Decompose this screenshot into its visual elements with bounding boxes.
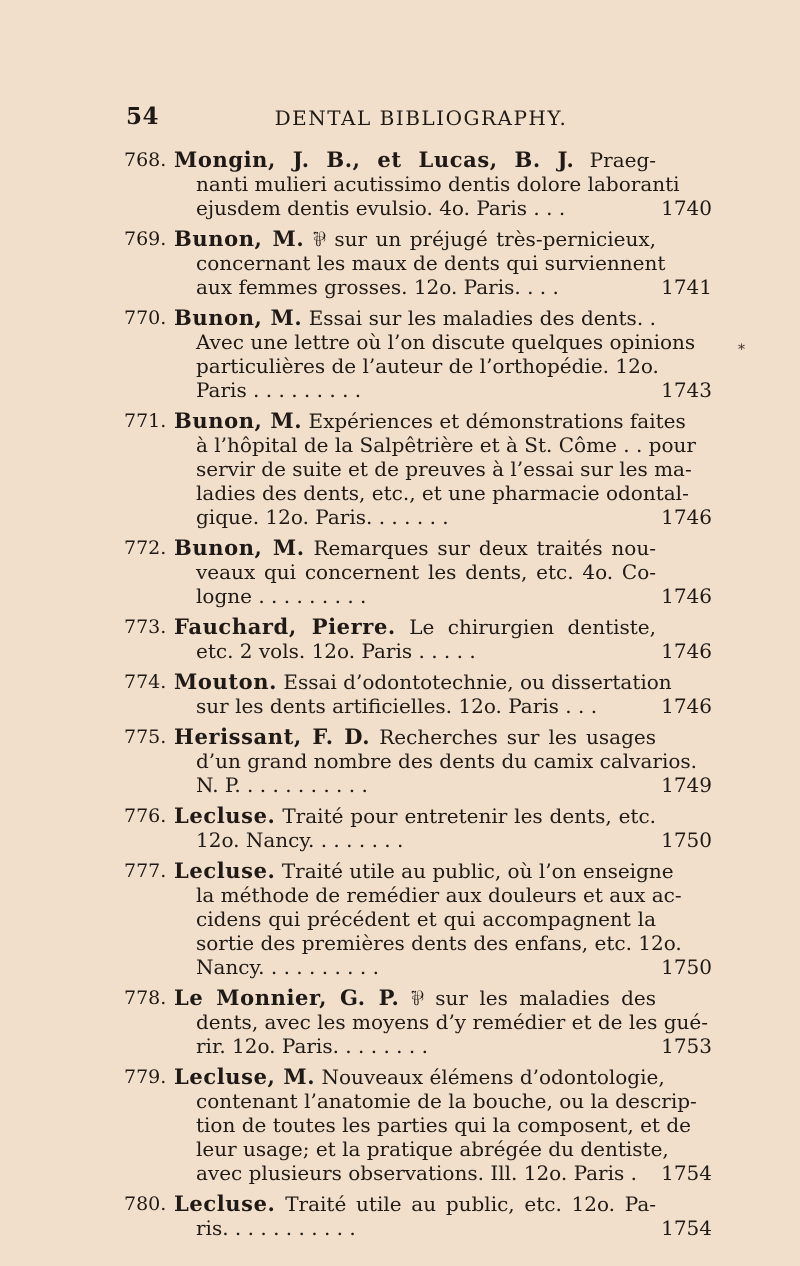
entry-year: 1741 xyxy=(661,275,712,299)
entry-author: Le Monnier, G. P. xyxy=(174,985,400,1010)
bibliography-entry xyxy=(0,227,800,299)
entry-text xyxy=(176,615,656,663)
entry-year: 1749 xyxy=(661,773,712,797)
entry-number: 778. xyxy=(124,987,167,1009)
entry-number: 777. xyxy=(124,860,167,882)
entry-line: nanti mulieri acutissimo dentis dolore laboranti xyxy=(196,172,680,196)
entry-line: veaux qui concernent les dents, etc. 4o. Co- xyxy=(196,560,656,584)
page-header xyxy=(126,103,716,135)
entry-number: 768. xyxy=(124,149,167,171)
entry-line: 12o. Nancy. . . . . . . . xyxy=(196,828,404,852)
entry-author: Bunon, M. xyxy=(174,305,303,330)
bibliography-entry xyxy=(0,670,800,718)
entry-year: 1740 xyxy=(661,196,712,220)
entry-author: Bunon, M. xyxy=(174,408,303,433)
entry-author: Mouton. xyxy=(174,669,278,694)
entry-line: Paris . . . . . . . . . xyxy=(196,378,362,402)
bibliography-entry xyxy=(0,1192,800,1240)
entry-author: Fauchard, Pierre. xyxy=(174,614,396,639)
entry-author: Lecluse. xyxy=(174,1191,276,1216)
entry-year: 1754 xyxy=(661,1161,712,1185)
entry-number: 773. xyxy=(124,616,167,638)
entry-line: rir. 12o. Paris. . . . . . . . xyxy=(196,1034,428,1058)
entry-year: 1754 xyxy=(661,1216,712,1240)
entry-text xyxy=(174,147,680,220)
entry-author: Herissant, F. D. xyxy=(174,724,371,749)
entry-text xyxy=(174,858,682,979)
page-number: 54 xyxy=(126,103,160,130)
entry-line: ladies des dents, etc., et une pharmacie odontal- xyxy=(196,481,689,505)
entry-line: ⅌ sur les maladies des xyxy=(410,986,656,1010)
bibliography-entry xyxy=(0,986,800,1058)
entry-line: particulières de l’auteur de l’orthopédie. 12o. xyxy=(196,354,659,378)
bibliography-entry xyxy=(0,1065,800,1185)
entry-number: 771. xyxy=(124,410,167,432)
entry-line: concernant les maux de dents qui surviennent xyxy=(196,251,666,275)
bibliography-entry xyxy=(0,409,800,529)
entry-year: 1746 xyxy=(661,639,712,663)
entry-line: Traité pour entretenir les dents, etc. xyxy=(282,804,657,828)
entry-line: Le chirurgien dentiste, xyxy=(409,615,657,639)
entry-text xyxy=(176,536,656,608)
entry-line: Praeg- xyxy=(589,148,657,172)
entry-year: 1746 xyxy=(661,694,712,718)
entry-line: logne . . . . . . . . . xyxy=(196,584,367,608)
entry-line: etc. 2 vols. 12o. Paris . . . . . xyxy=(196,639,476,663)
entry-line: Remarques sur deux traités nou- xyxy=(313,536,656,560)
entry-number: 779. xyxy=(124,1066,167,1088)
entry-author: Mongin, J. B., et Lucas, B. J. xyxy=(174,147,575,172)
entry-line: ris. . . . . . . . . . . xyxy=(196,1216,356,1240)
entry-number: 770. xyxy=(124,307,167,329)
entry-year: 1743 xyxy=(661,378,712,402)
entry-line: sur les dents artificielles. 12o. Paris . . . xyxy=(196,694,598,718)
entry-author: Lecluse, M. xyxy=(174,1064,316,1089)
entry-author: Bunon, M. xyxy=(174,535,305,560)
entry-line: cidens qui précédent et qui accompagnent la xyxy=(196,907,656,931)
bibliography-entry xyxy=(0,148,800,220)
bibliography-entry xyxy=(0,725,800,797)
entry-line: tion de toutes les parties qui la composent, et de xyxy=(196,1113,691,1137)
entry-line: leur usage; et la pratique abrégée du dentiste, xyxy=(196,1137,669,1161)
entry-text xyxy=(176,1192,656,1240)
entry-line: Nouveaux élémens d’odontologie, xyxy=(321,1065,665,1089)
entry-number: 772. xyxy=(124,537,167,559)
bibliography-entry xyxy=(0,804,800,852)
entry-line: Nancy. . . . . . . . . . xyxy=(196,955,379,979)
entry-author: Lecluse. xyxy=(174,858,276,883)
entry-line: sortie des premières dents des enfans, etc. 12o. xyxy=(196,931,682,955)
bibliography-entry xyxy=(0,859,800,979)
entry-line: à l’hôpital de la Salpêtrière et à St. Côme . . pour xyxy=(196,433,696,457)
entry-text xyxy=(174,226,666,299)
entry-line: dents, avec les moyens d’y remédier et de les gué- xyxy=(196,1010,708,1034)
entry-author: Bunon, M. xyxy=(174,226,305,251)
entry-line: Essai sur les maladies des dents. . xyxy=(308,306,656,330)
entry-line: ejusdem dentis evulsio. 4o. Paris . . . xyxy=(196,196,566,220)
bibliography-entry xyxy=(0,536,800,608)
entry-number: 776. xyxy=(124,805,167,827)
entry-line: Traité utile au public, où l’on enseigne xyxy=(281,859,674,883)
entry-year: 1750 xyxy=(661,955,712,979)
entry-line: Essai d’odontotechnie, ou dissertation xyxy=(283,670,672,694)
entry-text xyxy=(176,804,656,852)
entry-line: Avec une lettre où l’on discute quelques opinions xyxy=(196,330,696,354)
entry-line: gique. 12o. Paris. . . . . . . xyxy=(196,505,449,529)
entry-number: 769. xyxy=(124,228,167,250)
entry-line: Recherches sur les usages xyxy=(379,725,656,749)
entry-line: aux femmes grosses. 12o. Paris. . . . xyxy=(196,275,559,299)
entry-line: avec plusieurs observations. Ill. 12o. Paris . xyxy=(196,1161,637,1185)
entry-author: Lecluse. xyxy=(174,803,276,828)
entry-line: servir de suite et de preuves à l’essai sur les ma- xyxy=(196,457,692,481)
entry-line: Traité utile au public, etc. 12o. Pa- xyxy=(285,1192,656,1216)
entry-year: 1746 xyxy=(661,505,712,529)
running-title: DENTAL BIBLIOGRAPHY. xyxy=(274,106,568,130)
bibliography-entry xyxy=(0,306,800,402)
entry-line: contenant l’anatomie de la bouche, ou la descrip- xyxy=(196,1089,697,1113)
entry-number: 775. xyxy=(124,726,167,748)
entry-number: 774. xyxy=(124,671,167,693)
entry-number: 780. xyxy=(124,1193,167,1215)
entry-line: ⅌ sur un préjugé très-pernicieux, xyxy=(312,227,657,251)
entry-year: 1753 xyxy=(661,1034,712,1058)
entry-year: 1750 xyxy=(661,828,712,852)
entry-text xyxy=(174,669,672,718)
entry-line: N. P. . . . . . . . . . . xyxy=(196,773,368,797)
entry-line: Expériences et démonstrations faites xyxy=(308,409,686,433)
entry-line: la méthode de remédier aux douleurs et aux ac- xyxy=(196,883,682,907)
ink-mark: * xyxy=(738,342,745,358)
entry-line: d’un grand nombre des dents du camix calvarios. xyxy=(196,749,698,773)
bibliography-entry xyxy=(0,615,800,663)
entry-year: 1746 xyxy=(661,584,712,608)
bibliography-entries xyxy=(0,148,800,1247)
